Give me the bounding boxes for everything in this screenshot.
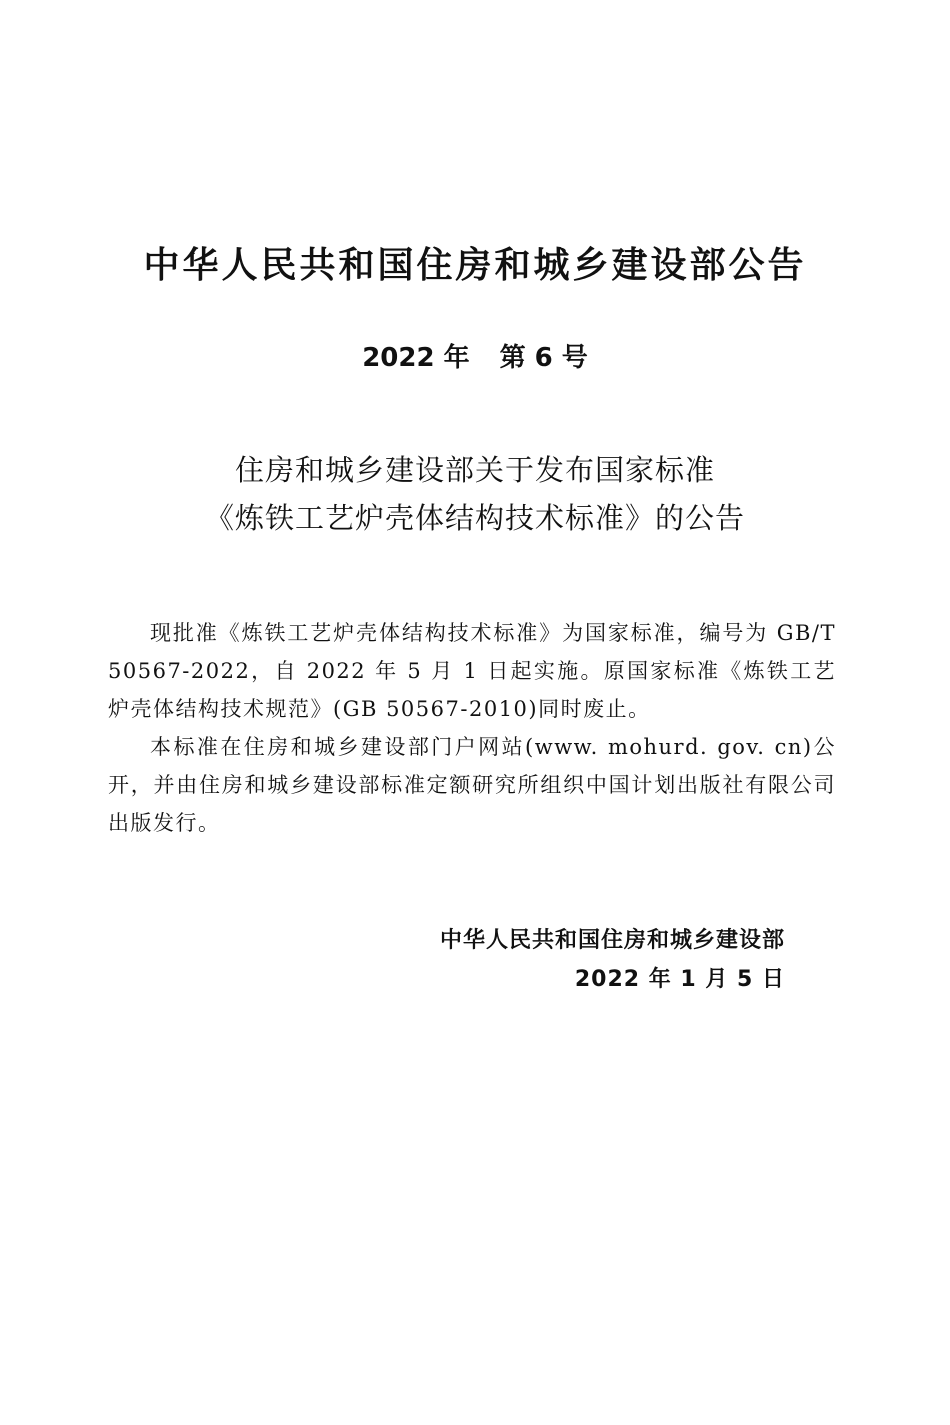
signature-organization: 中华人民共和国住房和城乡建设部 bbox=[439, 928, 785, 953]
subtitle-line-2: 《炼铁工艺炉壳体结构技术标准》的公告 bbox=[204, 501, 745, 535]
document-year: 2022 年 bbox=[362, 343, 470, 373]
body-paragraph-approval: 现批准《炼铁工艺炉壳体结构技术标准》为国家标准，编号为 GB/T 50567-2022，自 2022 年 5 月 1 日起实施。原国家标准《炼铁工艺炉壳体结构技术规范》(GB 50567-2010)同时废止。 bbox=[108, 621, 836, 721]
announcement-title: 中华人民共和国住房和城乡建设部公告 bbox=[143, 245, 807, 286]
body-paragraph-publication: 本标准在住房和城乡建设部门户网站(www. mohurd. gov. cn)公开，并由住房和城乡建设部标准定额研究所组织中国计划出版社有限公司出版发行。 bbox=[108, 735, 836, 835]
signature-date: 2022 年 1 月 5 日 bbox=[574, 967, 785, 992]
document-number bbox=[0, 338, 950, 378]
announcement-body bbox=[108, 614, 836, 842]
document-issue-number: 第 6 号 bbox=[499, 343, 588, 373]
subtitle-line-1: 住房和城乡建设部关于发布国家标准 bbox=[234, 453, 715, 487]
announcement-subtitle bbox=[0, 446, 950, 542]
